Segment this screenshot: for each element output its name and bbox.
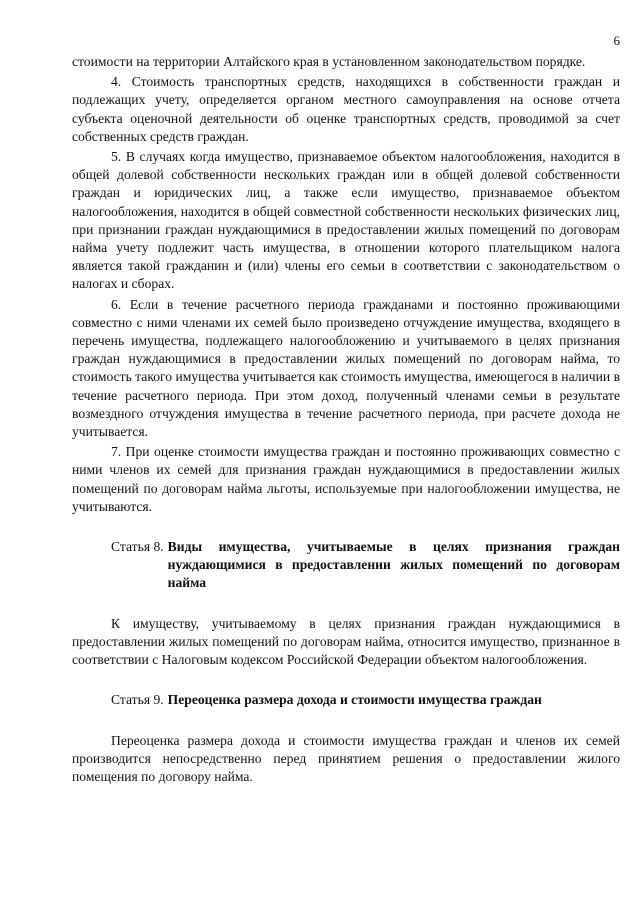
article-9-text: Переоценка размера дохода и стоимости имущества граждан и членов их семей производится непосредственно перед принятием решения о предоставлении жилого помещения по договору найма. xyxy=(72,732,620,784)
paragraph-5: 5. В случаях когда имущество, признаваемое объектом налогообложения, находится в общей долевой собственности нескольких граждан или в общей долевой собственности граждан и юридических лиц, а также если имущество, признаваемое объектом налогообложения, находится в общей совместной собственности нескольких физических лиц, при признании граждан нуждающимися в предоставлении жилых помещений по договорам найма учету подлежит часть имущества, в отношении которого плательщиком налога является такой гражданин и (или) члены его семьи в соответствии с законодательством о налогах и сборах. xyxy=(72,149,620,292)
document-body xyxy=(72,53,620,786)
paragraph-continuation: стоимости на территории Алтайского края в установленном законодательством порядке. xyxy=(72,54,586,69)
article-9-label: Статья 9. xyxy=(111,692,164,708)
article-9-heading xyxy=(72,691,620,709)
article-9-title: Переоценка размера дохода и стоимости имущества граждан xyxy=(167,692,542,708)
paragraph-6: 6. Если в течение расчетного периода гражданами и постоянно проживающими совместно с ними членами их семей было произведено отчуждение имущества, входящего в перечень имущества, подлежащего налогообложению и учитываемого в целях признания граждан нуждающимися в предоставлении жилых помещений по договорам найма, то стоимость такого имущества учитывается как стоимость имущества, имеющегося в наличии в течение расчетного периода. При этом доход, полученный членами семьи в результате возмездного отчуждения имущества в течение расчетного периода, при расчете дохода не учитывается. xyxy=(72,296,620,440)
article-8-title: Виды имущества, учитываемые в целях признания граждан нуждающимися в предоставлении жилых помещений по договорам найма xyxy=(167,539,620,591)
article-8-heading xyxy=(72,538,620,593)
paragraph-4: 4. Стоимость транспортных средств, находящихся в собственности граждан и подлежащих учету, определяется органом местного самоуправления на основе отчета субъекта оценочной деятельности об оценке транспортных средств, проводимой за счет собственных средств граждан. xyxy=(72,74,620,144)
page-number: 6 xyxy=(613,33,620,48)
article-8-label: Статья 8. xyxy=(111,539,164,555)
paragraph-7: 7. При оценке стоимости имущества граждан и постоянно проживающих совместно с ними членов их семей для признания граждан нуждающимися в предоставлении жилых помещений по договорам найма льготы, используемые при налогообложении имущества, не учитываются. xyxy=(72,444,620,514)
article-8-text: К имуществу, учитываемому в целях признания граждан нуждающимися в предоставлении жилых помещений по договорам найма, относится имущество, признанное в соответствии с Налоговым кодексом Российской Федерации объектом налогообложения. xyxy=(72,615,620,668)
